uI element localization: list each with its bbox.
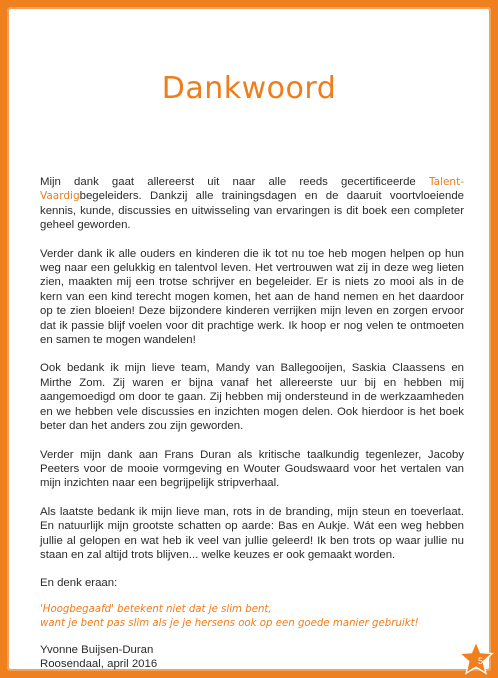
page bbox=[7, 7, 491, 671]
star-icon bbox=[458, 640, 494, 676]
paragraph-4: Verder mijn dank aan Frans Duran als kritische taalkundig tegenlezer, Jacoby Peeters voor de mooie vormgeving en Wouter Goudswaard voor het vertalen van mijn inzichten naar een begrijpelijk stripverhaal. bbox=[40, 448, 464, 490]
page-number: 5 bbox=[477, 656, 483, 666]
paragraph-1-start: Mijn dank gaat allereerst uit naar alle reeds gecertificeerde bbox=[40, 176, 429, 188]
talent-vaardig-highlight: Talent-Vaardig bbox=[40, 176, 464, 203]
page-title: Dankwoord bbox=[161, 71, 337, 106]
paragraph-3: Ook bedank ik mijn lieve team, Mandy van Ballegooijen, Saskia Claassens en Mirthe Zom. Zij waren er bijna vanaf het allereerste uur bij en hebben mij aangemoedigd om door te gaan. Zij hebben mij ondersteund in de werkzaamheden en we hebben vele discussies en inzichten mogen delen. Ook hierdoor is het boek beter dan het anders zou zijn geworden. bbox=[40, 362, 464, 433]
signature-place-date: Roosendaal, april 2016 bbox=[40, 658, 158, 671]
paragraph-1 bbox=[40, 175, 464, 233]
paragraph-1-end: begeleiders. Dankzij alle trainingsdagen en de daaruit voortvloeiende kennis, kunde, discussies en uitwisseling van ervaringen is dit boek een completer geheel geworden. bbox=[40, 190, 464, 232]
paragraph-2: Verder dank ik alle ouders en kinderen die ik tot nu toe heb mogen helpen op hun weg naar een gelukkig en talentvol leven. Het vertrouwen wat zij in deze weg lieten zien, maakten mij een trotse schrijver en begeleider. Er is niets zo mooi als in de kern van een kind terecht mogen komen, het aan de hand nemen en het daardoor op te zien bloeien! Deze bijzondere kinderen verrijken mijn leven en zorgen ervoor dat ik passie blijf voelen voor dit prachtige werk. Ik hoop er nog velen te ontmoeten en samen te mogen wandelen! bbox=[40, 247, 464, 347]
paragraph-6: En denk eraan: bbox=[40, 577, 118, 590]
signature-name: Yvonne Buijsen-Duran bbox=[40, 643, 154, 656]
signature bbox=[40, 643, 464, 672]
body-text bbox=[40, 175, 464, 672]
quote-line-1: 'Hoogbegaafd' betekent niet dat je slim bent, bbox=[40, 603, 272, 615]
quote-line-2: want je bent pas slim als je je hersens ook op een goede manier gebruikt! bbox=[40, 617, 419, 629]
paragraph-5: Als laatste bedank ik mijn lieve man, rots in de branding, mijn steun en toeverlaat. En natuurlijk mijn grootste schatten op aarde: Bas en Aukje. Wát een weg hebben jullie al gelopen en wat heb ik veel van jullie geleerd! Ik ben trots op waar jullie nu staan en zal altijd trots blijven... welke keuzes er ook gemaakt worden. bbox=[40, 505, 464, 561]
quote bbox=[40, 603, 464, 631]
